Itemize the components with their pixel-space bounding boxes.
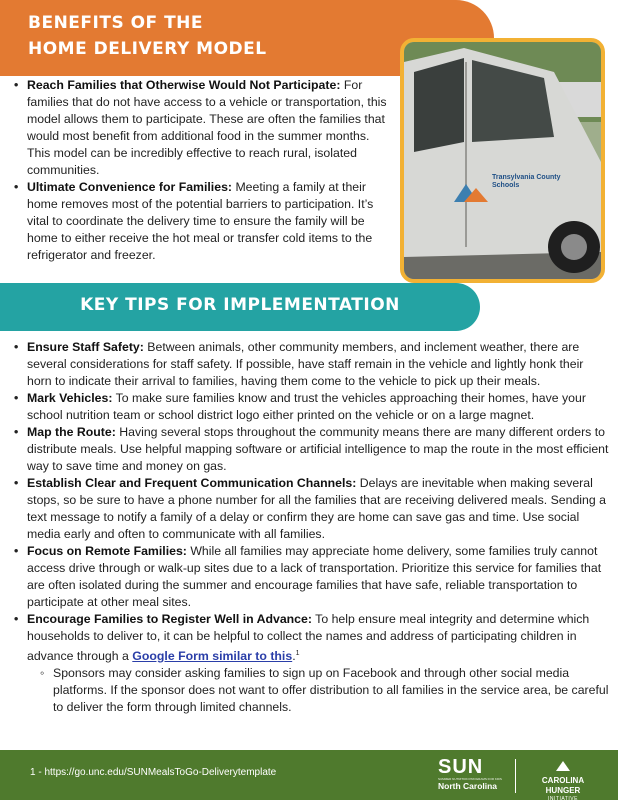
list-item xyxy=(12,611,610,716)
sub-list-item: ◦ Sponsors may consider asking families to sign up on Facebook and through other social media platforms. If the sponsor does not want to offer distribution to all families in the service area, be careful to deliver the form through limited channels. xyxy=(27,665,610,716)
benefit-title: Ultimate Convenience for Families: xyxy=(27,180,233,194)
tip-title: Ensure Staff Safety: xyxy=(27,340,144,354)
footnote-text: 1 - https://go.unc.edu/SUNMealsToGo-Deliverytemplate xyxy=(30,767,277,778)
benefits-header-line1: BENEFITS OF THE xyxy=(28,13,204,33)
tip-title: Establish Clear and Frequent Communication Channels: xyxy=(27,476,357,490)
google-form-link[interactable]: Google Form similar to this xyxy=(132,649,293,664)
tip-text: To help ensure meal integrity and determine which households to deliver to, it can be helpful to collect the names and address of participating children in advance through a xyxy=(27,612,590,664)
footer xyxy=(0,750,618,800)
benefit-text: Meeting a family at their home removes most of the potential barriers to participation. It’s vital to coordinate the delivery time to ensure the family will be home to either receive the hot meal or transfer cold items to the refrigerator and freezer. xyxy=(27,180,374,262)
tip-text: Delays are inevitable when making several stops, so be sure to have a phone number for all the families that are receiving delivered meals. Sending a text message to notify a family of a delay or confirm they are home can save gas and time. Use social media early and often to communicate with all families. xyxy=(27,476,606,541)
sun-logo xyxy=(438,757,502,791)
tips-header-title: KEY TIPS FOR IMPLEMENTATION xyxy=(80,295,400,315)
mountain-icon xyxy=(556,761,570,771)
tip-text: While all families may appreciate home delivery, some families truly cannot access drive through or walk-up sites due to a lack of transportation. Prioritize this service for families that are often isolated during the summer and encourage families that have safe, reliable transportation to participate at other meal sites. xyxy=(27,544,602,609)
sun-logo-text: SUN xyxy=(438,756,484,778)
benefits-list xyxy=(12,77,392,264)
delivery-van-photo xyxy=(400,38,605,283)
sub-list xyxy=(27,665,610,716)
tip-title: Mark Vehicles: xyxy=(27,391,113,405)
tip-title: Focus on Remote Families: xyxy=(27,544,187,558)
list-item xyxy=(12,543,610,611)
tips-list xyxy=(12,339,610,716)
chi-line2: HUNGER xyxy=(545,786,581,795)
tip-title: Encourage Families to Register Well in Advance: xyxy=(27,612,312,626)
benefits-header-line2: HOME DELIVERY MODEL xyxy=(28,39,267,59)
list-item xyxy=(12,339,610,390)
carolina-hunger-initiative-logo xyxy=(528,758,598,802)
benefit-text: For families that do not have access to a vehicle or transportation, this model allows them to participate. These are often the families that would most benefit from additional food in the summer months. This model can be incredibly effective to reach rural, isolated communities. xyxy=(27,78,387,177)
tip-text: Between animals, other community members, and inclement weather, there are several considerations for staff safety. If possible, have staff remain in the vehicle and lightly honk their horn to indicate their arrival to families, having them come to the vehicle to pick up their meals. xyxy=(27,340,584,388)
van-logo-text: Transylvania County Schools xyxy=(492,174,561,189)
list-item xyxy=(12,390,610,424)
chi-line1: CAROLINA xyxy=(541,776,585,785)
benefit-title: Reach Families that Otherwise Would Not Participate: xyxy=(27,78,341,92)
tip-punct: . xyxy=(292,649,296,664)
footer-divider xyxy=(515,759,516,793)
sun-logo-subtitle: SUMMER NUTRITION PROGRAMS FOR KIDS xyxy=(438,777,502,781)
tip-title: Map the Route: xyxy=(27,425,116,439)
tip-text: To make sure families know and trust the vehicles approaching their homes, have your school nutrition team or school district logo either printed on the vehicle or on a large magnet. xyxy=(27,391,586,422)
sun-logo-state: North Carolina xyxy=(438,781,498,791)
footnote-marker: 1 xyxy=(295,650,300,657)
tip-text: Having several stops throughout the community means there are many different orders to distribute meals. Use helpful mapping software or artificial intelligence to map the route in the most efficient way to save time and money on gas. xyxy=(27,425,609,473)
chi-line3: INITIATIVE xyxy=(548,796,578,802)
van-illustration xyxy=(404,42,601,279)
list-item xyxy=(12,179,392,264)
list-item xyxy=(12,77,392,179)
list-item xyxy=(12,424,610,475)
tips-header xyxy=(0,283,480,331)
list-item xyxy=(12,475,610,543)
